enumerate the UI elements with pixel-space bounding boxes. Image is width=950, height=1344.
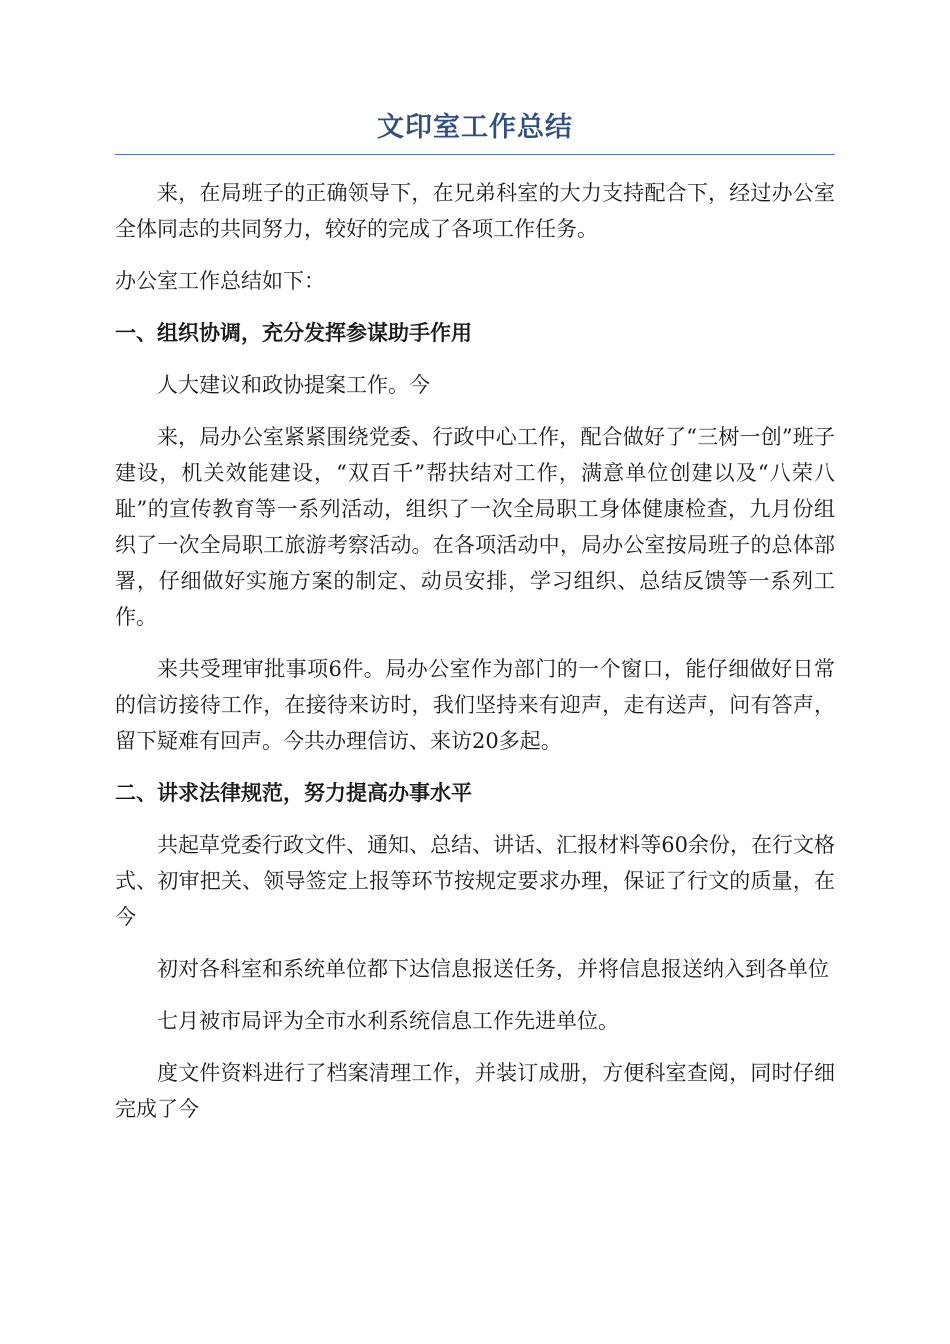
document-title: 文印室工作总结: [115, 108, 835, 155]
paragraph-intro: 来，在局班子的正确领导下，在兄弟科室的大力支持配合下，经过办公室全体同志的共同努力，较好的完成了各项工作任务。: [115, 181, 835, 241]
paragraph-archives: 度文件资料进行了档案清理工作，并装订成册，方便科室查阅，同时仔细完成了今: [115, 1061, 835, 1121]
paragraph-petitions: 来共受理审批事项6件。局办公室作为部门的一个窗口，能仔细做好日常的信访接待工作，在接待来访时，我们坚持来有迎声，走有送声，问有答声，留下疑难有回声。今共办理信访、来访20多起。: [115, 657, 835, 753]
paragraph-summary-lead: 办公室工作总结如下：: [115, 269, 325, 293]
document-body: [115, 175, 835, 1127]
paragraph-proposals: 人大建议和政协提案工作。今: [157, 373, 430, 397]
section-heading-2: 二、讲求法律规范，努力提高办事水平: [115, 780, 472, 805]
document-page: [115, 108, 835, 1143]
paragraph-drafting: 共起草党委行政文件、通知、总结、讲话、汇报材料等60余份，在行文格式、初审把关、领导签定上报等环节按规定要求办理，保证了行文的质量，在今: [115, 833, 835, 929]
paragraph-information: 初对各科室和系统单位都下达信息报送任务，并将信息报送纳入到各单位: [157, 957, 829, 981]
paragraph-award: 七月被市局评为全市水利系统信息工作先进单位。: [157, 1009, 619, 1033]
paragraph-activities: 来，局办公室紧紧围绕党委、行政中心工作，配合做好了“三树一创”班子建设，机关效能建设，“双百千”帮扶结对工作，满意单位创建以及“八荣八耻”的宣传教育等一系列活动，组织了一次全局职工身体健康检查，九月份组织了一次全局职工旅游考察活动。在各项活动中，局办公室按局班子的总体部署，仔细做好实施方案的制定、动员安排，学习组织、总结反馈等一系列工作。: [115, 425, 835, 629]
section-heading-1: 一、组织协调，充分发挥参谋助手作用: [115, 320, 472, 345]
